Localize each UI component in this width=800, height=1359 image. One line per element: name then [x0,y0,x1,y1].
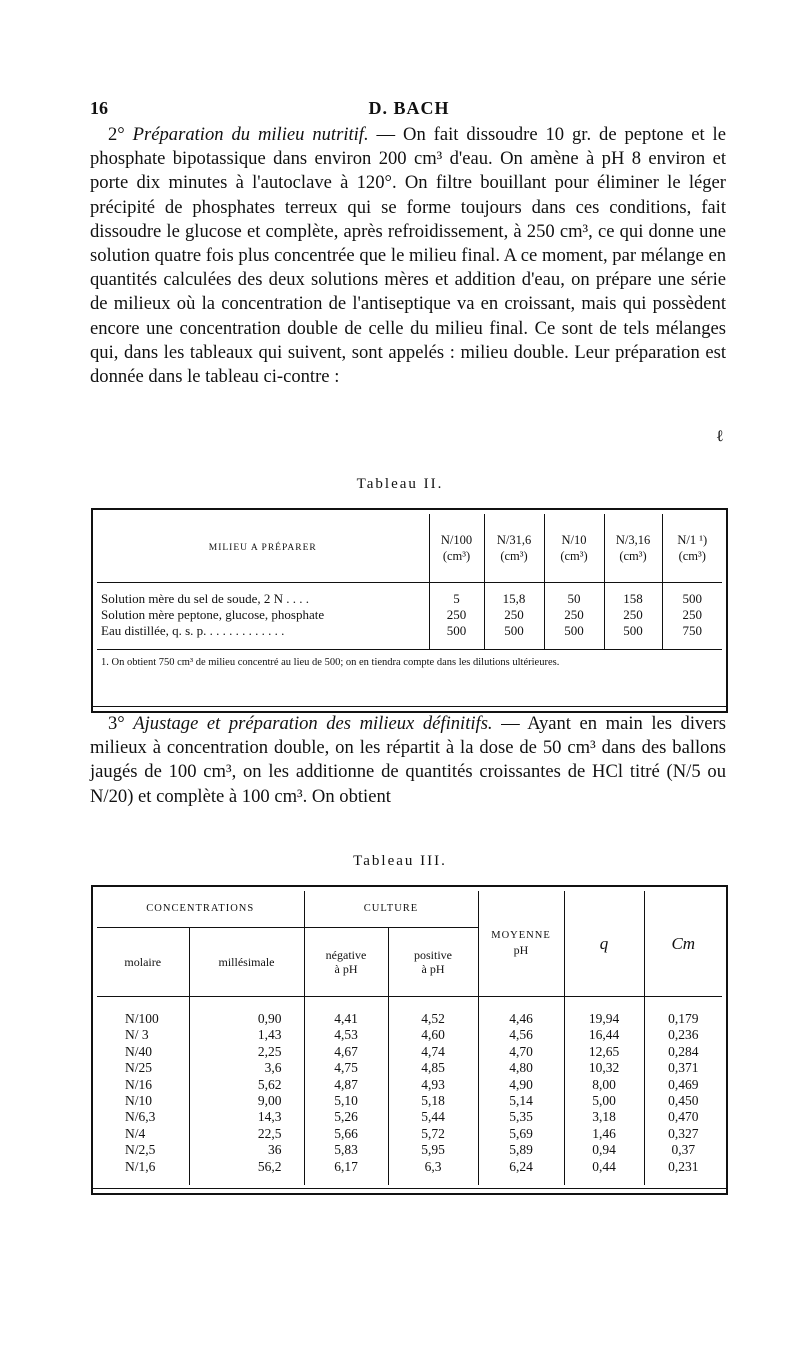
q-cell: 0,44 [564,1159,644,1185]
cm-cell: 0,371 [644,1060,722,1076]
cm-cell: 0,450 [644,1093,722,1109]
negative-cell: 4,87 [304,1077,388,1093]
moyenne-cell: 4,80 [478,1060,564,1076]
molaire-cell: N/100 [125,1011,159,1026]
millesimale-header: millésimale [189,928,304,997]
cm-cell: 0,37 [644,1142,722,1158]
table-2-col-header: N/3,16 (cm³) [604,514,662,583]
running-head-author: D. BACH [368,98,450,118]
negative-cell: 4,67 [304,1044,388,1060]
cm-cell: 0,469 [644,1077,722,1093]
cell: 15,8 [484,583,544,608]
negative-header: négative à pH [304,928,388,997]
margin-mark: ℓ [716,428,724,445]
table-3-caption: Tableau III. [353,853,447,869]
negative-cell: 5,83 [304,1142,388,1158]
cm-cell: 0,470 [644,1109,722,1125]
positive-cell: 4,52 [388,997,478,1028]
table-row [97,997,722,1028]
table-row [97,1159,722,1185]
positive-cell: 4,93 [388,1077,478,1093]
positive-cell: 4,74 [388,1044,478,1060]
cell: 500 [662,583,722,608]
section-2-paragraph [90,123,726,389]
section-3-number: 3° [108,713,125,734]
molaire-cell: N/25 [125,1060,152,1076]
q-cell: 10,32 [564,1060,644,1076]
moyenne-cell: 4,90 [478,1077,564,1093]
cm-header: Cm [644,891,722,997]
table-2-footnote-row [97,650,722,670]
table-row [97,1126,722,1142]
q-cell: 5,00 [564,1093,644,1109]
cell: 500 [544,623,604,650]
cell: 158 [604,583,662,608]
positive-cell: 5,18 [388,1093,478,1109]
cell: 5 [429,583,484,608]
cell: 500 [484,623,544,650]
millesimale-cell: 14,3 [189,1109,304,1125]
table-row [97,1109,722,1125]
q-cell: 0,94 [564,1142,644,1158]
molaire-cell: N/1,6 [125,1158,156,1174]
positive-cell: 5,95 [388,1142,478,1158]
table-row [97,1044,722,1060]
table-3 [97,891,722,1185]
table-row [97,1093,722,1109]
q-cell: 3,18 [564,1109,644,1125]
cm-cell: 0,231 [644,1159,722,1185]
cell: 50 [544,583,604,608]
table-row [97,623,722,650]
table-3-group-header-row [97,891,722,928]
molaire-cell: N/4 [125,1125,146,1141]
negative-cell: 5,26 [304,1109,388,1125]
molaire-cell: N/2,5 [125,1142,156,1158]
molaire-cell: N/40 [125,1043,152,1059]
cm-cell: 0,236 [644,1027,722,1043]
cell: 500 [429,623,484,650]
millesimale-cell: 3,6 [189,1060,304,1076]
cell: 750 [662,623,722,650]
cm-cell: 0,327 [644,1126,722,1142]
negative-cell: 6,17 [304,1159,388,1185]
millesimale-cell: 36 [189,1142,304,1158]
positive-cell: 4,60 [388,1027,478,1043]
negative-cell: 4,75 [304,1060,388,1076]
table-row [97,607,722,623]
millesimale-cell: 5,62 [189,1077,304,1093]
millesimale-cell: 2,25 [189,1044,304,1060]
q-cell: 16,44 [564,1027,644,1043]
q-cell: 8,00 [564,1077,644,1093]
concentrations-header: CONCENTRATIONS [97,891,304,928]
section-2-title: Préparation du milieu nutritif. [132,124,369,145]
positive-cell: 4,85 [388,1060,478,1076]
cell: 250 [429,607,484,623]
table-2-frame [91,508,728,713]
millesimale-cell: 56,2 [189,1159,304,1185]
q-cell: 12,65 [564,1044,644,1060]
table-row [97,1027,722,1043]
table-row [97,1077,722,1093]
molaire-header: molaire [97,928,189,997]
cm-cell: 0,179 [644,997,722,1028]
table-2-col-header: N/31,6 (cm³) [484,514,544,583]
moyenne-cell: 5,89 [478,1142,564,1158]
molaire-cell: N/16 [125,1076,152,1092]
cell: 250 [484,607,544,623]
culture-header: CULTURE [304,891,478,928]
row-label: Solution mère du sel de soude, 2 N . . . . [101,591,309,606]
millesimale-cell: 22,5 [189,1126,304,1142]
positive-header: positive à pH [388,928,478,997]
section-3-paragraph [90,712,726,809]
moyenne-cell: 4,56 [478,1027,564,1043]
table-2-col-header: N/100 (cm³) [429,514,484,583]
q-cell: 1,46 [564,1126,644,1142]
molaire-cell: N/ 3 [125,1027,149,1043]
millesimale-cell: 0,90 [189,997,304,1028]
table-row [97,583,722,608]
millesimale-cell: 9,00 [189,1093,304,1109]
negative-cell: 5,66 [304,1126,388,1142]
cell: 250 [544,607,604,623]
moyenne-cell: 6,24 [478,1159,564,1185]
table-2-col-header: N/10 (cm³) [544,514,604,583]
negative-cell: 4,41 [304,997,388,1028]
molaire-cell: N/6,3 [125,1109,156,1125]
table-2-header-row [97,514,722,583]
table-row [97,1142,722,1158]
negative-cell: 4,53 [304,1027,388,1043]
negative-cell: 5,10 [304,1093,388,1109]
table-2-col-header: N/1 ¹) (cm³) [662,514,722,583]
table-2-footnote: 1. On obtient 750 cm³ de milieu concentré au lieu de 500; on en tiendra compte dans les dilutions ultérieures. [101,657,560,668]
table-2 [97,514,722,669]
moyenne-cell: 5,14 [478,1093,564,1109]
table-2-header-label: MILIEU A PRÉPARER [97,514,429,583]
cell: 500 [604,623,662,650]
running-head [90,98,728,122]
moyenne-cell: 4,70 [478,1044,564,1060]
cell: 250 [604,607,662,623]
positive-cell: 5,72 [388,1126,478,1142]
section-2-number: 2° [108,124,125,145]
cell: 250 [662,607,722,623]
molaire-cell: N/10 [125,1093,152,1109]
table-3-frame [91,885,728,1195]
section-2-body: — On fait dissoudre 10 gr. de peptone et le phosphate bipotassique dans environ 200 cm³ d'eau. On amène à pH 8 environ et porte dix minutes à l'autoclave à 120°. On filtre bouillant pour éliminer le léger précipité de phosphates terreux qui se forme toujours dans ces conditions, fait dissoudre le glucose et complète, après refroidissement, à 250 cm³, ce qui donne une solution quatre fois plus concentrée que le milieu final. A ce moment, par mélange en quantités calculées des deux solutions mères et addition d'eau, on prépare une série de milieux où la concentration de l'antiseptique va en croissant, mais qui possèdent encore une concentration double de celle du milieu final. Ce sont de tels mélanges qui, dans les tableaux qui suivent, sont appelés : milieu double. Leur préparation est donnée dans le tableau ci-contre : [90,124,726,388]
cm-cell: 0,284 [644,1044,722,1060]
row-label: Eau distillée, q. s. p. . . . . . . . . . . . . [97,623,429,650]
positive-cell: 6,3 [388,1159,478,1185]
q-cell: 19,94 [564,997,644,1028]
page-number: 16 [90,98,108,118]
table-2-caption: Tableau II. [356,476,444,492]
moyenne-cell: 5,35 [478,1109,564,1125]
q-header: q [564,891,644,997]
row-label: Solution mère peptone, glucose, phosphate [101,607,325,622]
section-3-title: Ajustage et préparation des milieux définitifs. [133,713,493,734]
table-row [97,1060,722,1076]
section-3-body: — Ayant en main les divers milieux à concentration double, on les répartit à la dose de 50 cm³ dans des ballons jaugés de 100 cm³, on les additionne de quantités croissantes de HCl titré (N/5 ou N/20) et complète à 100 cm³. On obtient [90,713,726,807]
moyenne-header: MOYENNE pH [478,891,564,997]
moyenne-cell: 5,69 [478,1126,564,1142]
positive-cell: 5,44 [388,1109,478,1125]
moyenne-cell: 4,46 [478,997,564,1028]
millesimale-cell: 1,43 [189,1027,304,1043]
